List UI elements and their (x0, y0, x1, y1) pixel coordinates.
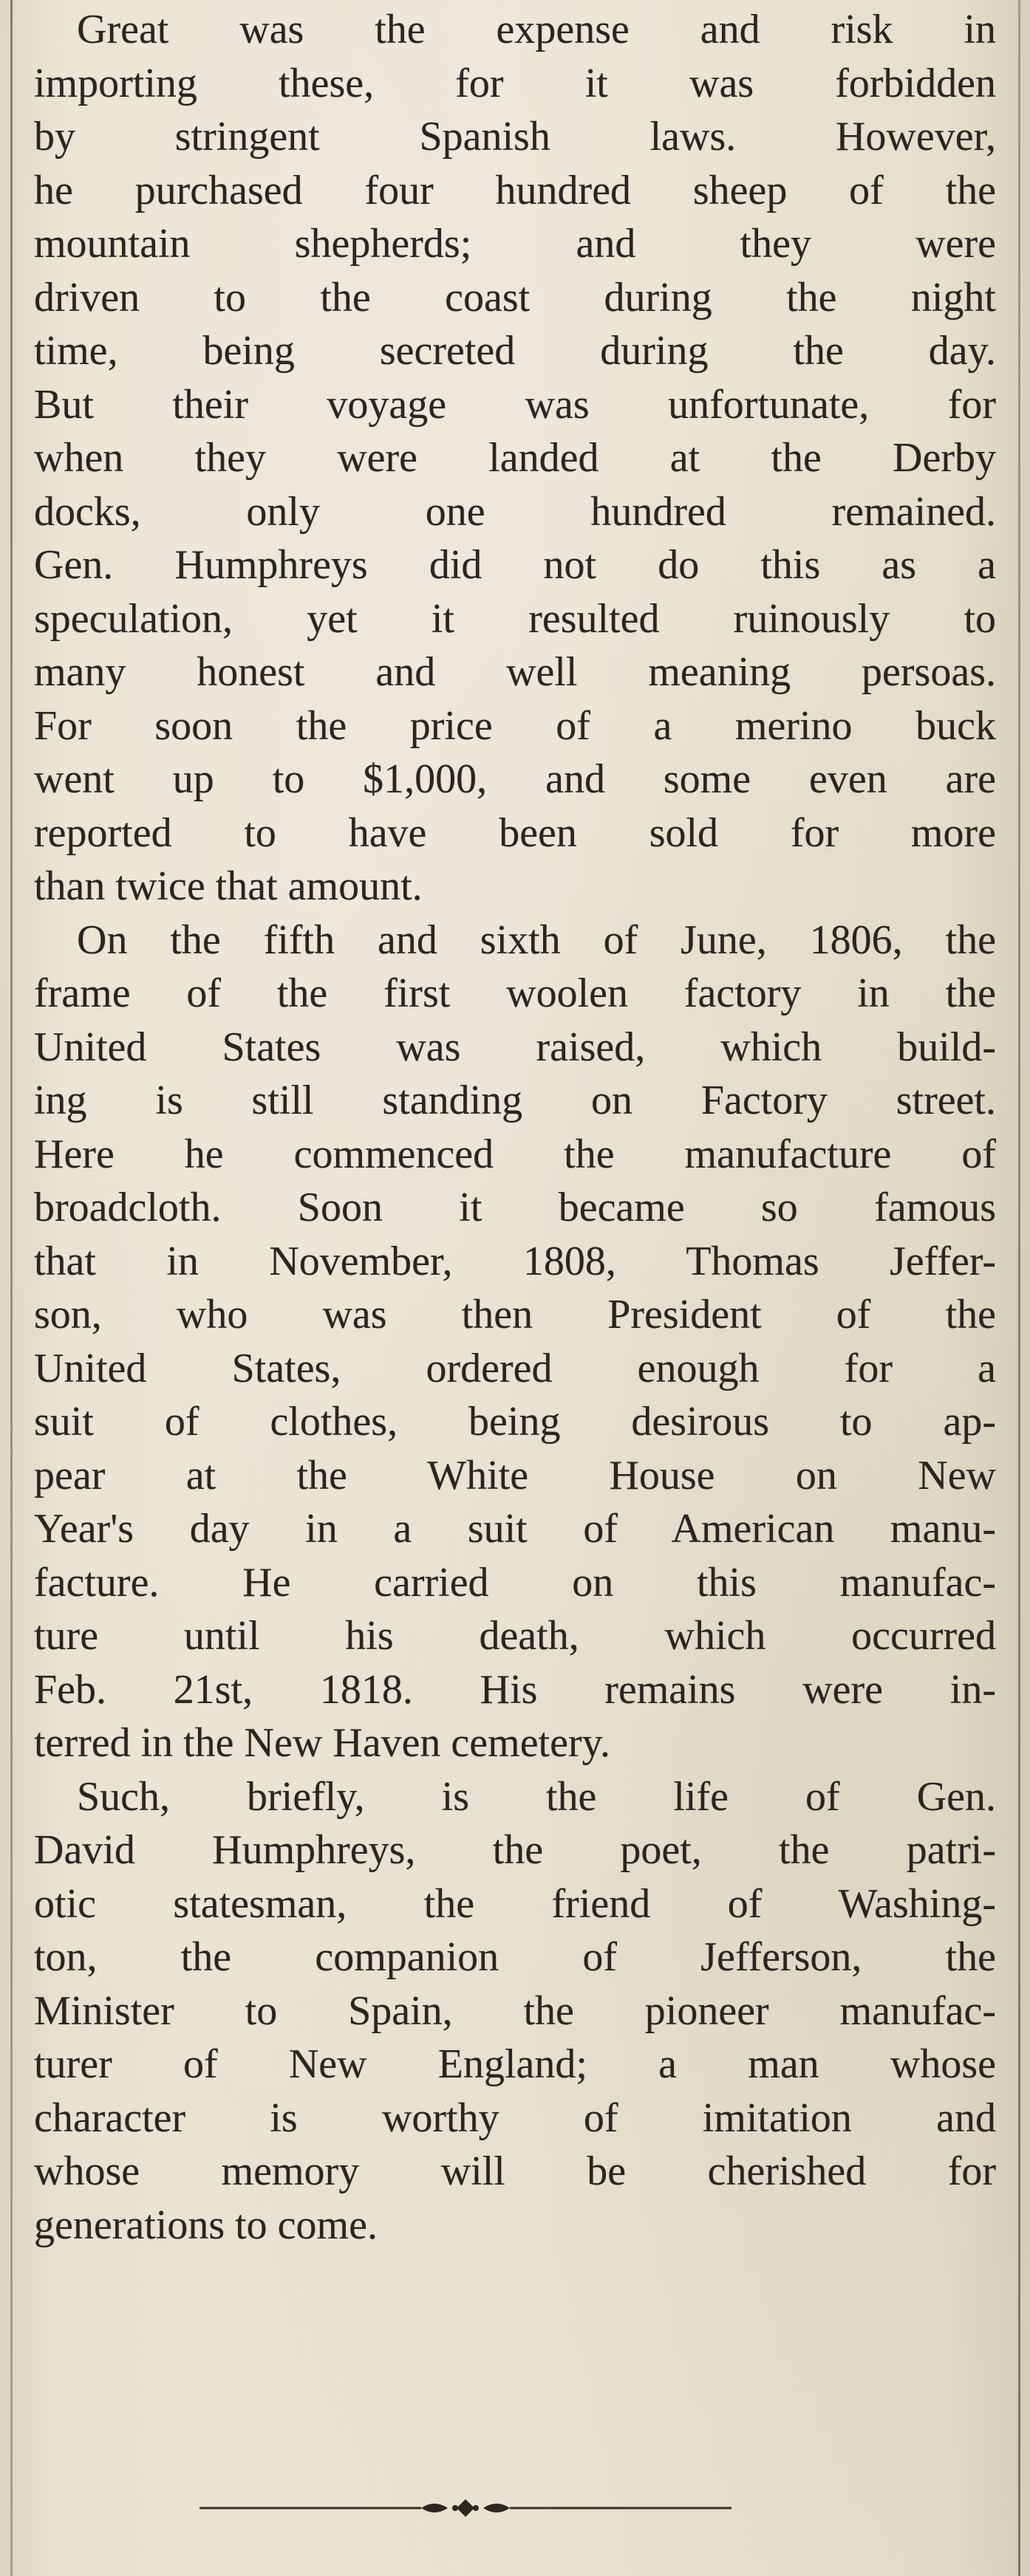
text-line: ing is still standing on Factory street. (34, 1078, 996, 1123)
text-line: But their voyage was unfortunate, for (34, 381, 996, 428)
text-line: ture until his death, which occurred (34, 1613, 996, 1659)
text-line: mountain shepherds; and they were (34, 221, 996, 267)
text-line: generations to come. (34, 2202, 378, 2248)
text-line: by stringent Spanish laws. However, (34, 114, 996, 160)
ornamental-divider (199, 2493, 731, 2523)
text-line: broadcloth. Soon it became so famous (34, 1185, 996, 1230)
text-line: importing these, for it was forbidden (34, 60, 996, 106)
paragraph-woolen-factory (34, 914, 996, 1770)
text-line: Year's day in a suit of American manu- (34, 1506, 996, 1552)
text-line: David Humphreys, the poet, the patri- (34, 1827, 996, 1873)
text-line: docks, only one hundred remained. (34, 488, 996, 535)
text-line: Feb. 21st, 1818. His remains were in- (34, 1666, 996, 1713)
text-line: went up to $1,000, and some even are (34, 756, 996, 802)
text-line: son, who was then President of the (34, 1292, 996, 1337)
text-line: turer of New England; a man whose (34, 2041, 996, 2087)
text-line: reported to have been sold for more (34, 809, 996, 856)
text-line: that in November, 1808, Thomas Jeffer- (34, 1238, 996, 1284)
text-line: facture. He carried on this manufac- (34, 1559, 996, 1606)
text-line: On the fifth and sixth of June, 1806, the (77, 917, 996, 963)
text-line: driven to the coast during the night (34, 274, 996, 321)
text-line: whose memory will be cherished for (34, 2148, 996, 2194)
divider-dot-right (473, 2505, 479, 2511)
divider-flourish-left (421, 2504, 448, 2512)
text-line: pear at the White House on New (34, 1452, 996, 1498)
text-line: frame of the first woolen factory in the (34, 970, 996, 1016)
text-line: Gen. Humphreys did not do this as a (34, 542, 996, 588)
text-line: character is worthy of imitation and (34, 2094, 996, 2141)
left-column-rule (10, 0, 13, 2576)
divider-center-diamond (457, 2499, 474, 2517)
text-line: Here he commenced the manufacture of (34, 1131, 996, 1177)
text-line: than twice that amount. (34, 863, 423, 909)
text-line: speculation, yet it resulted ruinously to (34, 595, 996, 642)
text-line: ton, the companion of Jefferson, the (34, 1934, 996, 1980)
text-line: when they were landed at the Derby (34, 435, 996, 481)
paragraph-sheep-importing (34, 3, 996, 914)
text-line: Great was the expense and risk in (77, 7, 996, 52)
text-line: he purchased four hundred sheep of the (34, 167, 996, 213)
text-line: United States, ordered enough for a (34, 1345, 996, 1391)
divider-flourish-right (483, 2504, 510, 2512)
text-line: otic statesman, the friend of Washing- (34, 1880, 996, 1927)
text-line: Minister to Spain, the pioneer manufac- (34, 1987, 996, 2034)
paragraph-life-summary (34, 1770, 996, 2253)
text-line: For soon the price of a merino buck (34, 702, 996, 749)
text-line: terred in the New Haven cemetery. (34, 1720, 610, 1766)
text-line: Such, briefly, is the life of Gen. (77, 1773, 996, 1820)
text-line: suit of clothes, being desirous to ap- (34, 1399, 996, 1445)
text-line: time, being secreted during the day. (34, 328, 996, 374)
text-line: United States was raised, which build- (34, 1024, 996, 1070)
right-column-rule (1018, 0, 1020, 2576)
text-line: many honest and well meaning persoas. (34, 649, 996, 695)
article-text (34, 3, 996, 2252)
